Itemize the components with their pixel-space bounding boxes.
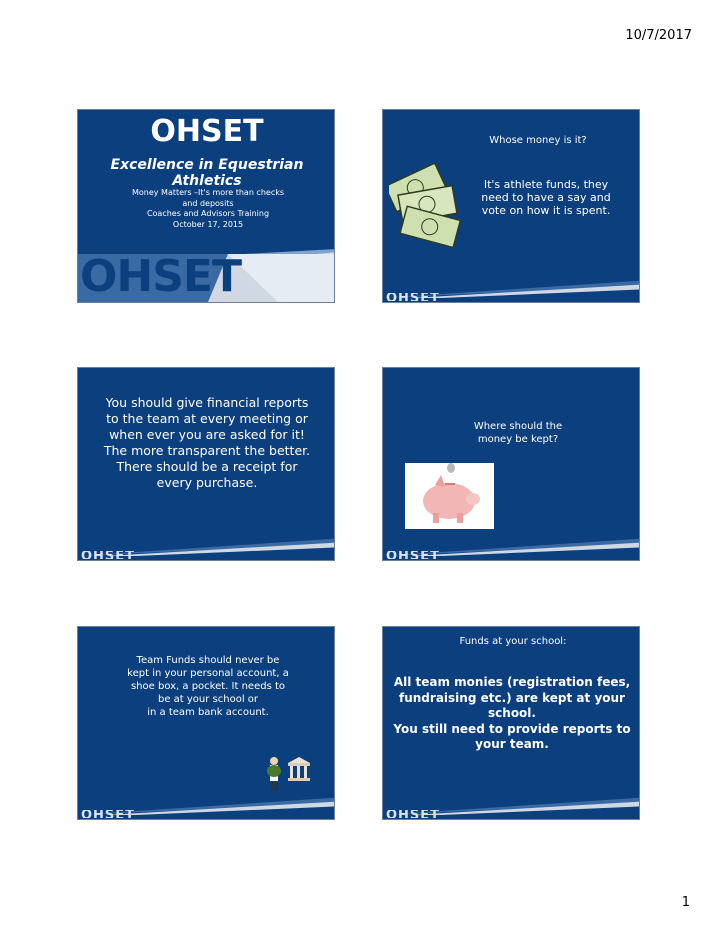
body-line: Where should the xyxy=(473,421,563,432)
slide-6 xyxy=(382,626,640,820)
slide-title: OHSET xyxy=(150,114,264,149)
slide-body xyxy=(98,654,318,719)
ohset-logo-small: OHSET xyxy=(81,551,136,559)
body-line: It's athlete funds, they xyxy=(483,178,609,191)
body-line: money be kept? xyxy=(477,434,559,445)
ohset-logo-small: OHSET xyxy=(81,810,136,818)
body-line: be at your school or xyxy=(157,694,259,705)
body-line: Coaches and Advisors Training xyxy=(146,209,270,218)
slide-body xyxy=(391,675,633,753)
body-line: to the team at every meeting or xyxy=(106,411,308,426)
slide-subtitle: Excellence in Equestrian Athletics xyxy=(110,157,304,189)
body-line: You should give financial reports xyxy=(105,395,309,410)
ohset-logo-small: OHSET xyxy=(386,810,441,818)
slide-5 xyxy=(77,626,335,820)
body-line: Team Funds should never be xyxy=(136,655,280,666)
body-line: October 17, 2015 xyxy=(172,219,244,229)
slide-body xyxy=(443,420,593,446)
body-line: school. xyxy=(488,706,536,720)
slide-2 xyxy=(382,109,640,303)
body-line: There should be a receipt for xyxy=(116,459,298,474)
slide-body xyxy=(118,188,298,230)
slide-3 xyxy=(77,367,335,561)
slide-body xyxy=(86,395,328,491)
slide-heading: Funds at your school: xyxy=(459,636,567,647)
slide-body xyxy=(471,178,621,217)
body-line: shoe box, a pocket. It needs to xyxy=(130,681,286,692)
ohset-logo-small: OHSET xyxy=(386,293,441,301)
body-line: your team. xyxy=(475,737,549,751)
slide-4 xyxy=(382,367,640,561)
body-line: vote on how it is spent. xyxy=(481,204,611,217)
body-line: in a team bank account. xyxy=(147,707,269,718)
ohset-logo: OHSET xyxy=(80,251,241,302)
body-line: You still need to provide reports to xyxy=(393,721,631,736)
page-number: 1 xyxy=(681,895,690,910)
body-line: every purchase. xyxy=(156,475,258,490)
body-line: kept in your personal account, a xyxy=(127,668,289,679)
body-line: The more transparent the better. xyxy=(103,443,311,458)
body-line: Money Matters –It's more than checks xyxy=(131,188,285,197)
piggy-bank-icon xyxy=(405,463,494,529)
body-line: fundraising etc.) are kept at your xyxy=(399,690,625,705)
slide-1 xyxy=(77,109,335,303)
money-bills-icon xyxy=(389,160,469,264)
body-line: when ever you are asked for it! xyxy=(109,427,305,442)
body-line: need to have a say and xyxy=(481,191,611,204)
page-date: 10/7/2017 xyxy=(625,28,692,43)
body-line: and deposits xyxy=(182,198,234,208)
ohset-logo-small: OHSET xyxy=(386,551,441,559)
slide-heading: Whose money is it? xyxy=(489,135,587,146)
body-line: All team monies (registration fees, xyxy=(393,675,631,689)
